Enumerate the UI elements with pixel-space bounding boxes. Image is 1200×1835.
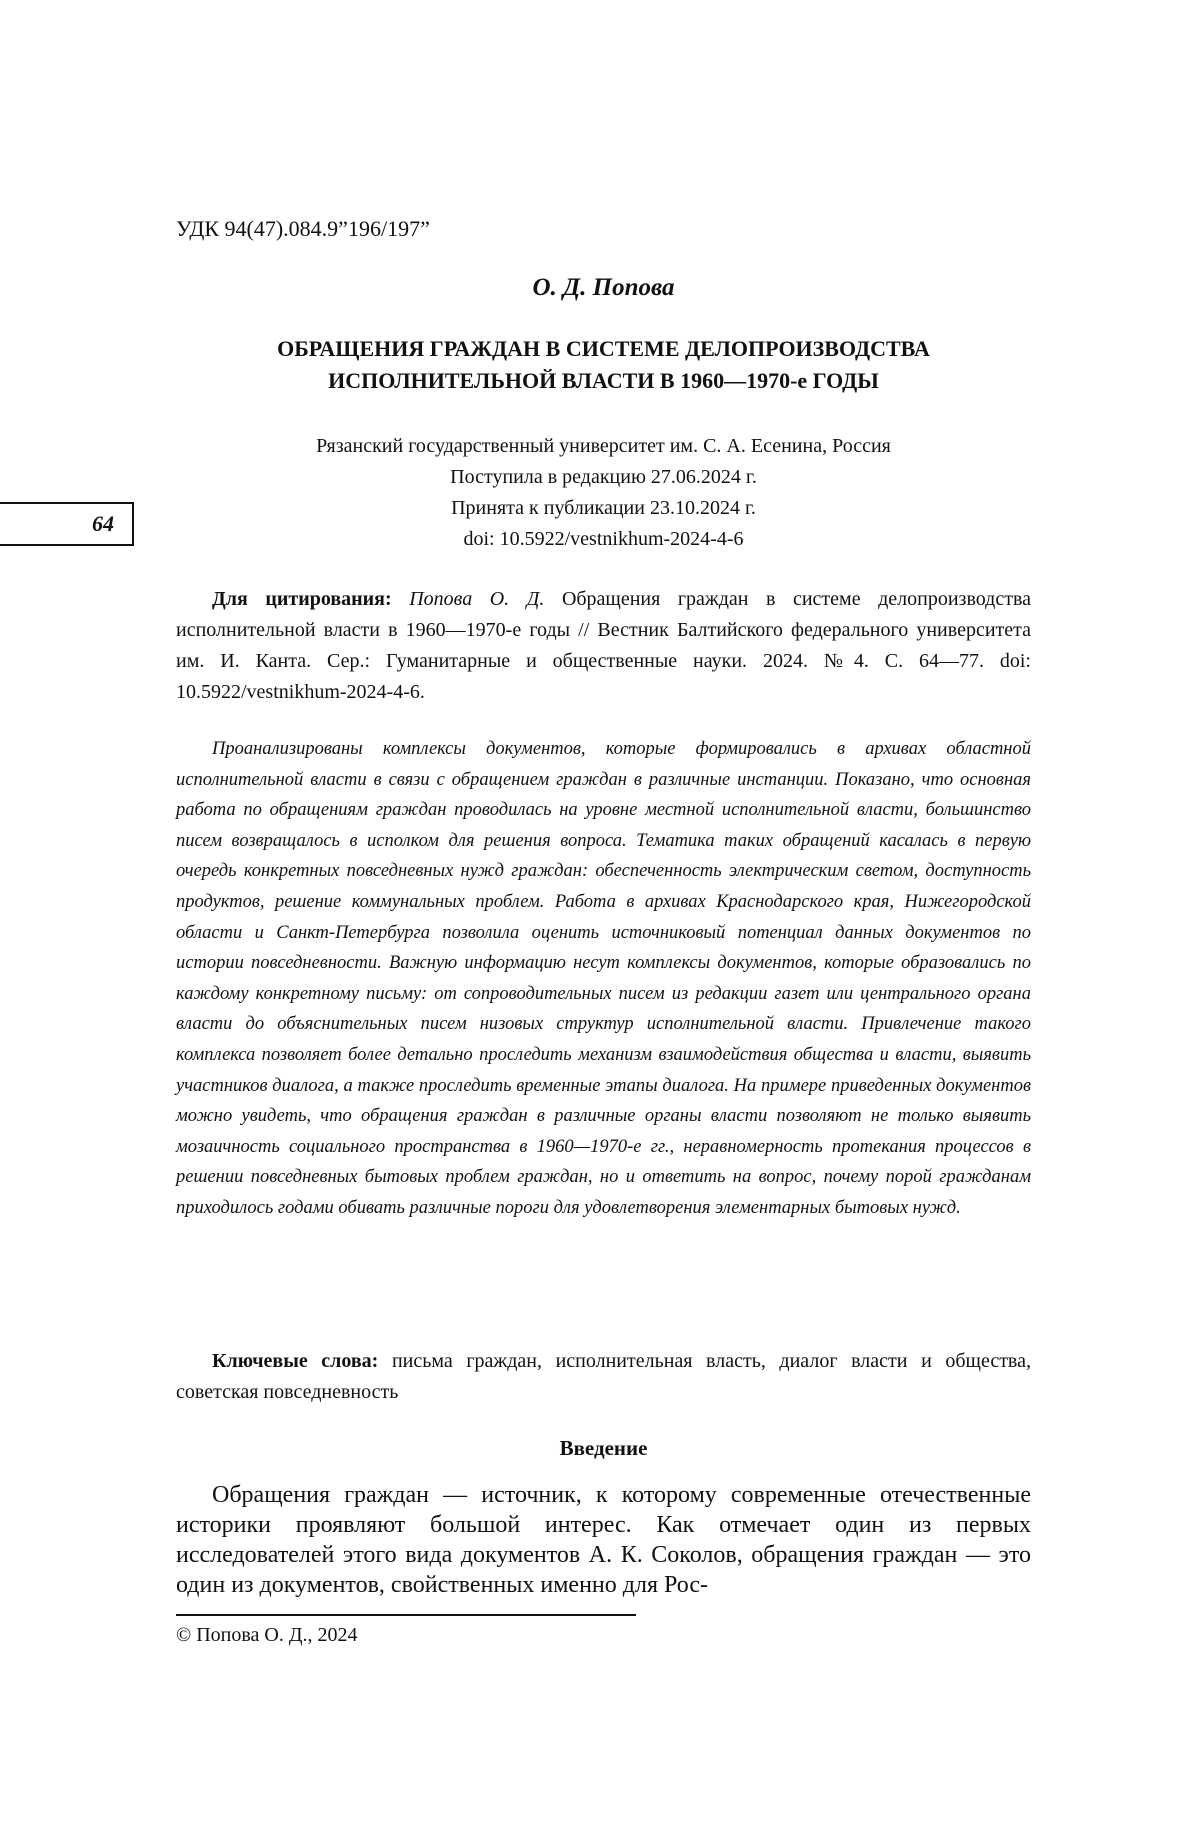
keywords-text: письма граждан, исполнительная власть, диалог власти и общества, советская повседневность: [176, 1350, 1031, 1403]
abstract: Проанализированы комплексы документов, которые формировались в архивах областной исполнительной власти в связи с обращением граждан в различные инстанции. Показано, что основная работа по обращениям граждан проводилась на уровне местной исполнительной власти, большинство писем возвращалось в исполком для решения вопроса. Тематика таких обращений касалась в первую очередь конкретных повседневных нужд граждан: обеспеченность электрическим светом, доступность продуктов, решение коммунальных проблем. Работа в архивах Краснодарского края, Нижегородской области и Санкт-Петербурга позволила оценить источниковый потенциал данных документов по истории повседневности. Важную информацию несут комплексы документов, которые образовались по каждому конкретному письму: от сопроводительных писем из редакции газет или центрального органа власти до объяснительных писем низовых структур исполнительной власти. Привлечение такого комплекса позволяет более детально проследить механизм взаимодействия общества и власти, выявить участников диалога, а также проследить временные этапы диалога. На примере приведенных документов можно увидеть, что обращения граждан в различные органы власти позволяют не только выявить мозаичность социального пространства в 1960—1970-е гг., неравномерность протекания процессов в решении повседневных бытовых проблем граждан, но и ответить на вопрос, почему порой гражданам приходилось годами обивать различные пороги для удовлетворения элементарных бытовых нужд.: [176, 739, 1031, 1218]
intro-paragraph: Обращения граждан — источник, к которому современные отечественные историки проявляют большой интерес. Как отмечает один из первых исследователей этого вида документов А. К. Соколов, обращения граждан — это один из документов, свойственных именно для Рос-: [176, 1482, 1031, 1598]
received-date: Поступила в редакцию 27.06.2024 г.: [450, 466, 757, 488]
title-line-2: ИСПОЛНИТЕЛЬНОЙ ВЛАСТИ В 1960—1970-е ГОДЫ: [328, 368, 879, 393]
udc-code: УДК 94(47).084.9”196/197”: [176, 216, 430, 241]
affiliation: Рязанский государственный университет им. С. А. Есенина, Россия: [316, 435, 891, 457]
citation-author: Попова О. Д.: [409, 588, 545, 610]
footnote-divider: [176, 1614, 636, 1616]
accepted-date: Принята к публикации 23.10.2024 г.: [451, 497, 756, 519]
section-heading-intro: Введение: [559, 1436, 648, 1460]
title-line-1: ОБРАЩЕНИЯ ГРАЖДАН В СИСТЕМЕ ДЕЛОПРОИЗВОДСТВА: [277, 336, 930, 361]
article-title: [176, 333, 1031, 397]
citation-text: Обращения граждан в системе делопроизводства исполнительной власти в 1960—1970-е годы // Вестник Балтийского федерального университета им. И. Канта. Сер.: Гуманитарные и общественные науки. 2024. №4. С. 64—77. doi: 10.5922/vestnikhum-2024-4-6.: [176, 588, 1032, 703]
article-meta: [176, 431, 1031, 555]
author-name: О. Д. Попова: [532, 274, 675, 301]
keywords-label: Ключевые слова:: [212, 1350, 379, 1372]
doi: doi: 10.5922/vestnikhum-2024-4-6: [463, 528, 744, 550]
citation-block: [176, 584, 1031, 708]
citation-label: Для цитирования:: [212, 588, 392, 610]
page-number: 64: [0, 502, 134, 546]
copyright: © Попова О. Д., 2024: [176, 1624, 358, 1646]
keywords-block: [176, 1346, 1031, 1408]
